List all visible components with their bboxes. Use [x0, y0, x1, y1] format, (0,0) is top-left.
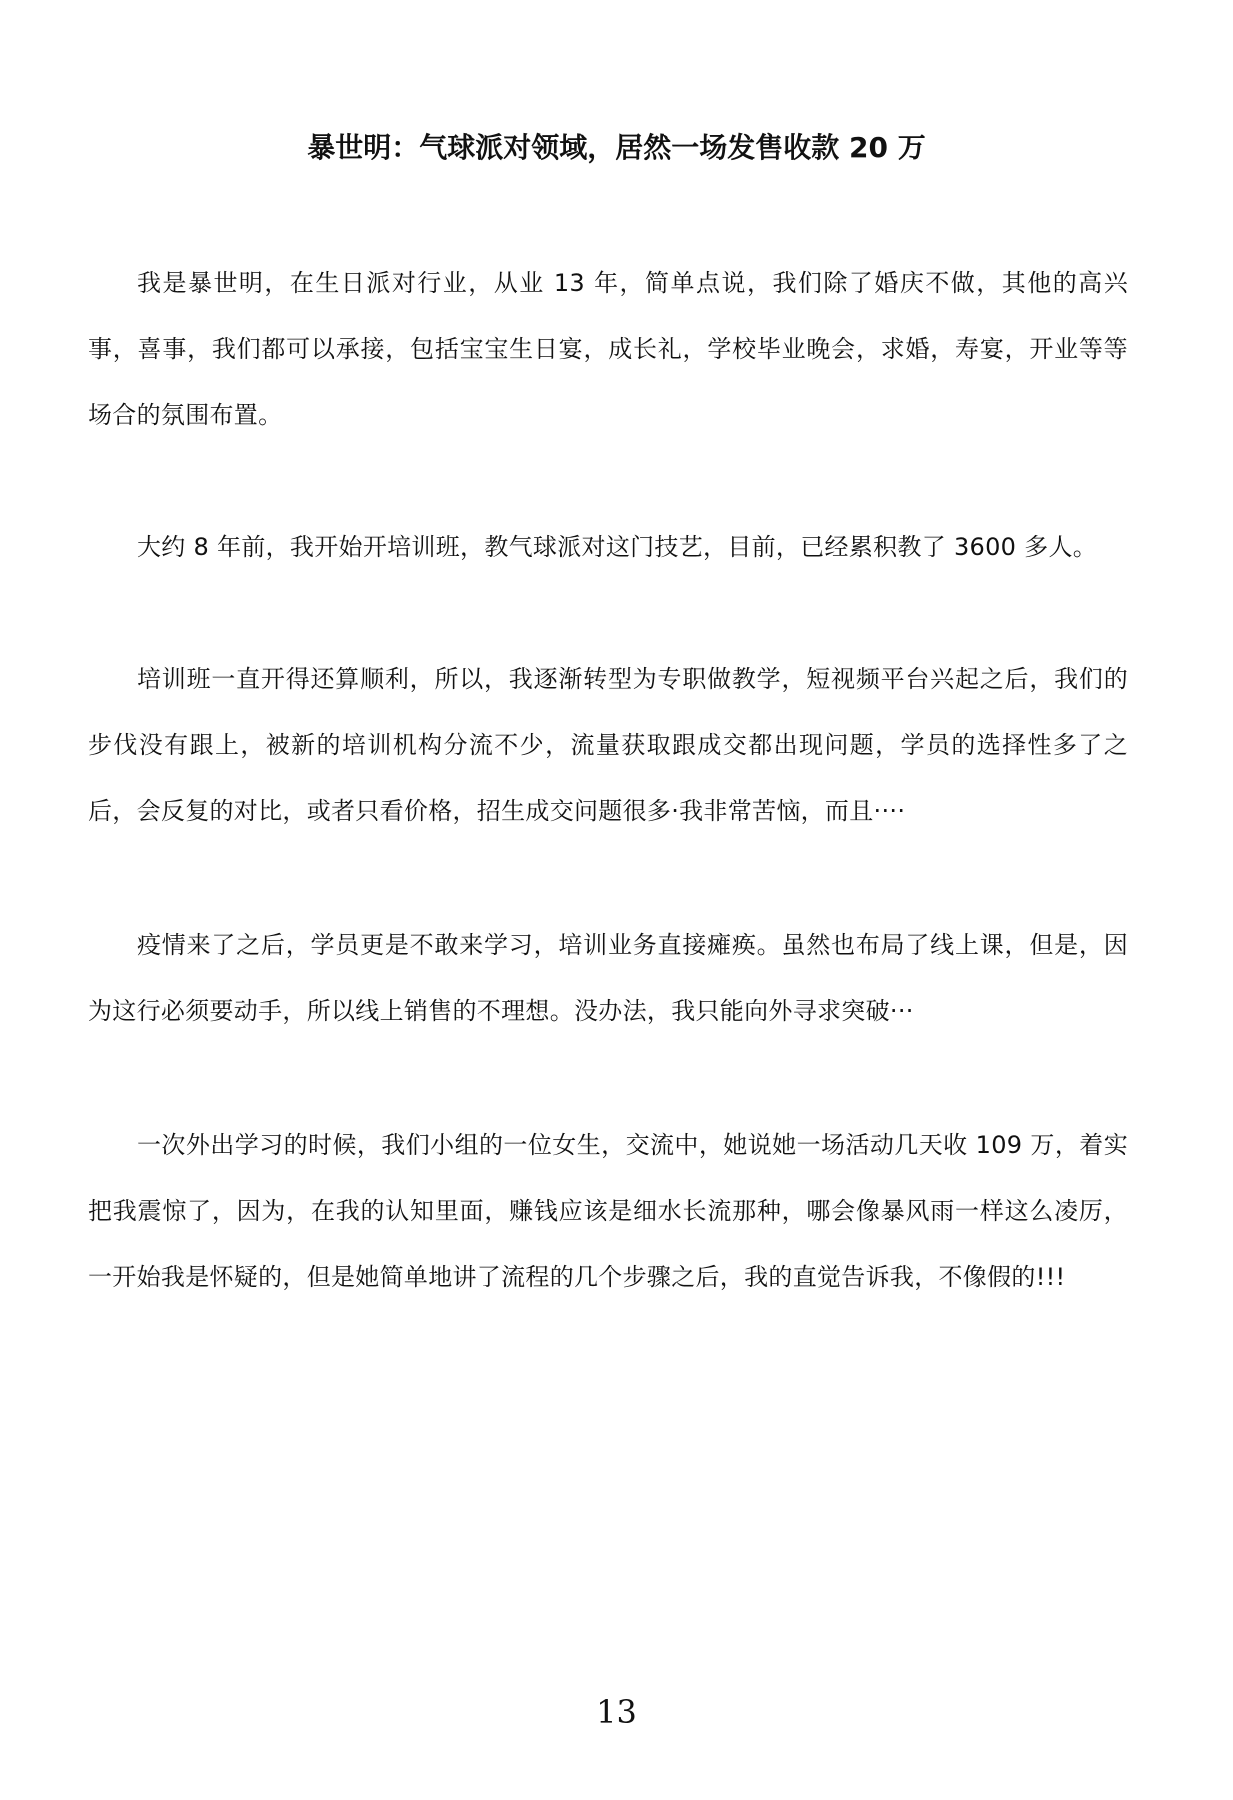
paragraph-intro: 我是暴世明，在生日派对行业，从业 13 年，简单点说，我们除了婚庆不做，其他的高兴事，喜事，我们都可以承接，包括宝宝生日宴，成长礼，学校毕业晚会，求婚，寿宴，开业等等场合的氛围布置。 — [88, 269, 1128, 429]
paragraph-training-challenges: 培训班一直开得还算顺利，所以，我逐渐转型为专职做教学，短视频平台兴起之后，我们的步伐没有跟上，被新的培训机构分流不少，流量获取跟成交都出现问题，学员的选择性多了之后，会反复的对比，或者只看价格，招生成交问题很多·我非常苦恼，而且···· — [88, 665, 1128, 825]
paragraph-training-start: 大约 8 年前，我开始开培训班，教气球派对这门技艺，目前，已经累积教了 3600 多人。 — [137, 533, 1098, 561]
document-title: 暴世明：气球派对领域，居然一场发售收款 20 万 — [307, 131, 926, 164]
paragraph-pandemic: 疫情来了之后，学员更是不敢来学习，培训业务直接瘫痪。虽然也布局了线上课，但是，因为这行必须要动手，所以线上销售的不理想。没办法，我只能向外寻求突破··· — [88, 931, 1128, 1025]
paragraph-learning-trip: 一次外出学习的时候，我们小组的一位女生，交流中，她说她一场活动几天收 109 万，着实把我震惊了，因为，在我的认知里面，赚钱应该是细水长流那种，哪会像暴风雨一样这么凌厉，一开始我是怀疑的，但是她简单地讲了流程的几个步骤之后，我的直觉告诉我，不像假的!!! — [88, 1131, 1128, 1291]
page-number: 13 — [596, 1693, 637, 1731]
